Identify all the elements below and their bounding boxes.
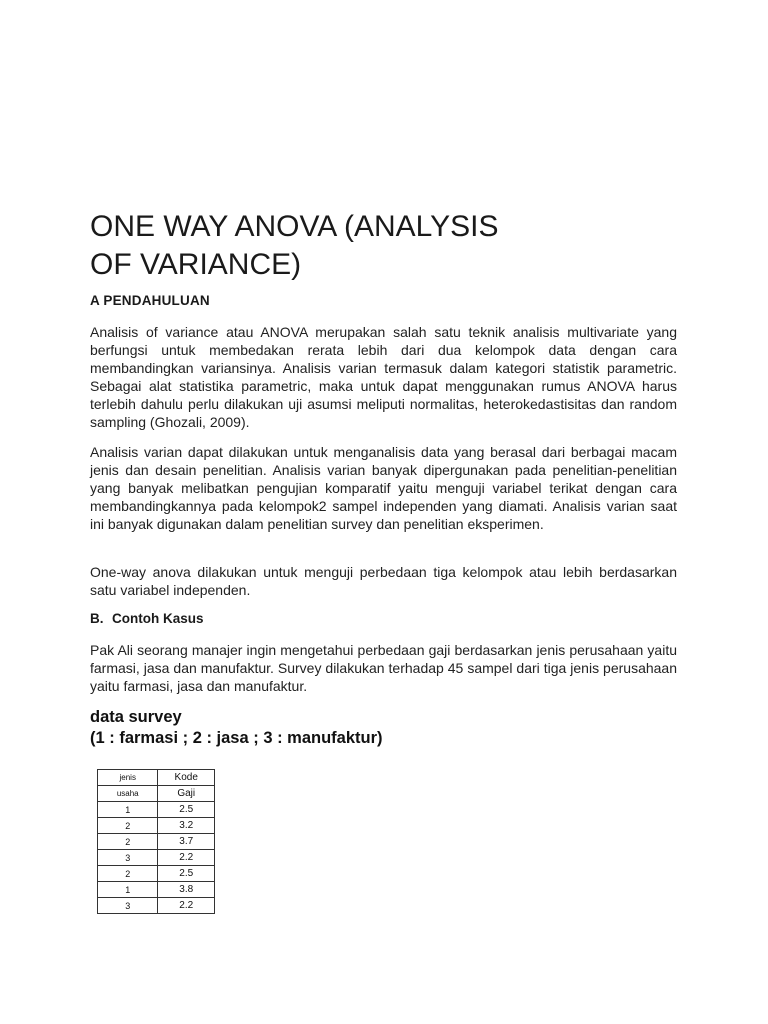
survey-data-table <box>97 769 215 914</box>
cell-gaji: 3.7 <box>158 834 215 850</box>
table-row <box>98 898 215 914</box>
table-row <box>98 866 215 882</box>
cell-jenis-usaha: 2 <box>98 866 158 882</box>
section-label: Contoh Kasus <box>112 611 204 626</box>
title-line-1: ONE WAY ANOVA (ANALYSIS <box>90 210 499 243</box>
section-number: B. <box>90 611 104 626</box>
section-heading-pendahuluan: A PENDAHULUAN <box>90 293 210 308</box>
cell-gaji: 3.2 <box>158 818 215 834</box>
survey-title <box>90 707 383 749</box>
cell-gaji: 2.2 <box>158 898 215 914</box>
header-cell-usaha: usaha <box>98 786 158 802</box>
paragraph-case-description: Pak Ali seorang manajer ingin mengetahui perbedaan gaji berdasarkan jenis perusahaan yaitu farmasi, jasa dan manufaktur. Survey dilakukan terhadap 45 sampel dari tiga jenis perusahaan yaitu farmasi, jasa dan manufaktur. <box>90 642 677 694</box>
paragraph-one-way-anova: One-way anova dilakukan untuk menguji perbedaan tiga kelompok atau lebih berdasarkan satu variabel independen. <box>90 564 677 598</box>
cell-jenis-usaha: 3 <box>98 898 158 914</box>
cell-jenis-usaha: 1 <box>98 882 158 898</box>
document-title <box>90 208 570 284</box>
table-header-row <box>98 770 215 786</box>
paragraph-anova-usage: Analisis varian dapat dilakukan untuk menganalisis data yang berasal dari berbagai macam jenis dan desain penelitian. Analisis varian banyak dipergunakan pada penelitian-penelitian yang banyak melibatkan pengujian komparatif yaitu menguji variabel terikat dengan cara membandingkannya pada kelompok2 sampel independen yang diamati. Analisis varian saat ini banyak digunakan dalam penelitian survey dan penelitian eksperimen. <box>90 444 677 532</box>
table-row <box>98 802 215 818</box>
cell-gaji: 3.8 <box>158 882 215 898</box>
survey-title-line-2: (1 : farmasi ; 2 : jasa ; 3 : manufaktur) <box>90 729 383 747</box>
table-header-row <box>98 786 215 802</box>
survey-title-line-1: data survey <box>90 708 182 726</box>
table-row <box>98 818 215 834</box>
cell-jenis-usaha: 1 <box>98 802 158 818</box>
table-row <box>98 834 215 850</box>
header-cell-gaji: Gaji <box>158 786 215 802</box>
table-row <box>98 882 215 898</box>
section-heading-contoh-kasus <box>90 611 204 626</box>
table-row <box>98 850 215 866</box>
paragraph-anova-definition: Analisis of variance atau ANOVA merupakan salah satu teknik analisis multivariate yang berfungsi untuk membedakan rerata lebih dari dua kelompok data dengan cara membandingkan variansinya. Analisis varian termasuk dalam kategori statistik parametric. Sebagai alat statistika parametric, maka untuk dapat menggunakan rumus ANOVA harus terlebih dahulu perlu dilakukan uji asumsi meliputi normalitas, heterokedastisitas dan random sampling (Ghozali, 2009). <box>90 324 677 430</box>
cell-gaji: 2.5 <box>158 802 215 818</box>
cell-jenis-usaha: 2 <box>98 818 158 834</box>
cell-jenis-usaha: 3 <box>98 850 158 866</box>
cell-gaji: 2.5 <box>158 866 215 882</box>
title-line-2: OF VARIANCE) <box>90 248 302 281</box>
header-cell-kode: Kode <box>158 770 215 786</box>
cell-jenis-usaha: 2 <box>98 834 158 850</box>
cell-gaji: 2.2 <box>158 850 215 866</box>
header-cell-jenis: jenis <box>98 770 158 786</box>
